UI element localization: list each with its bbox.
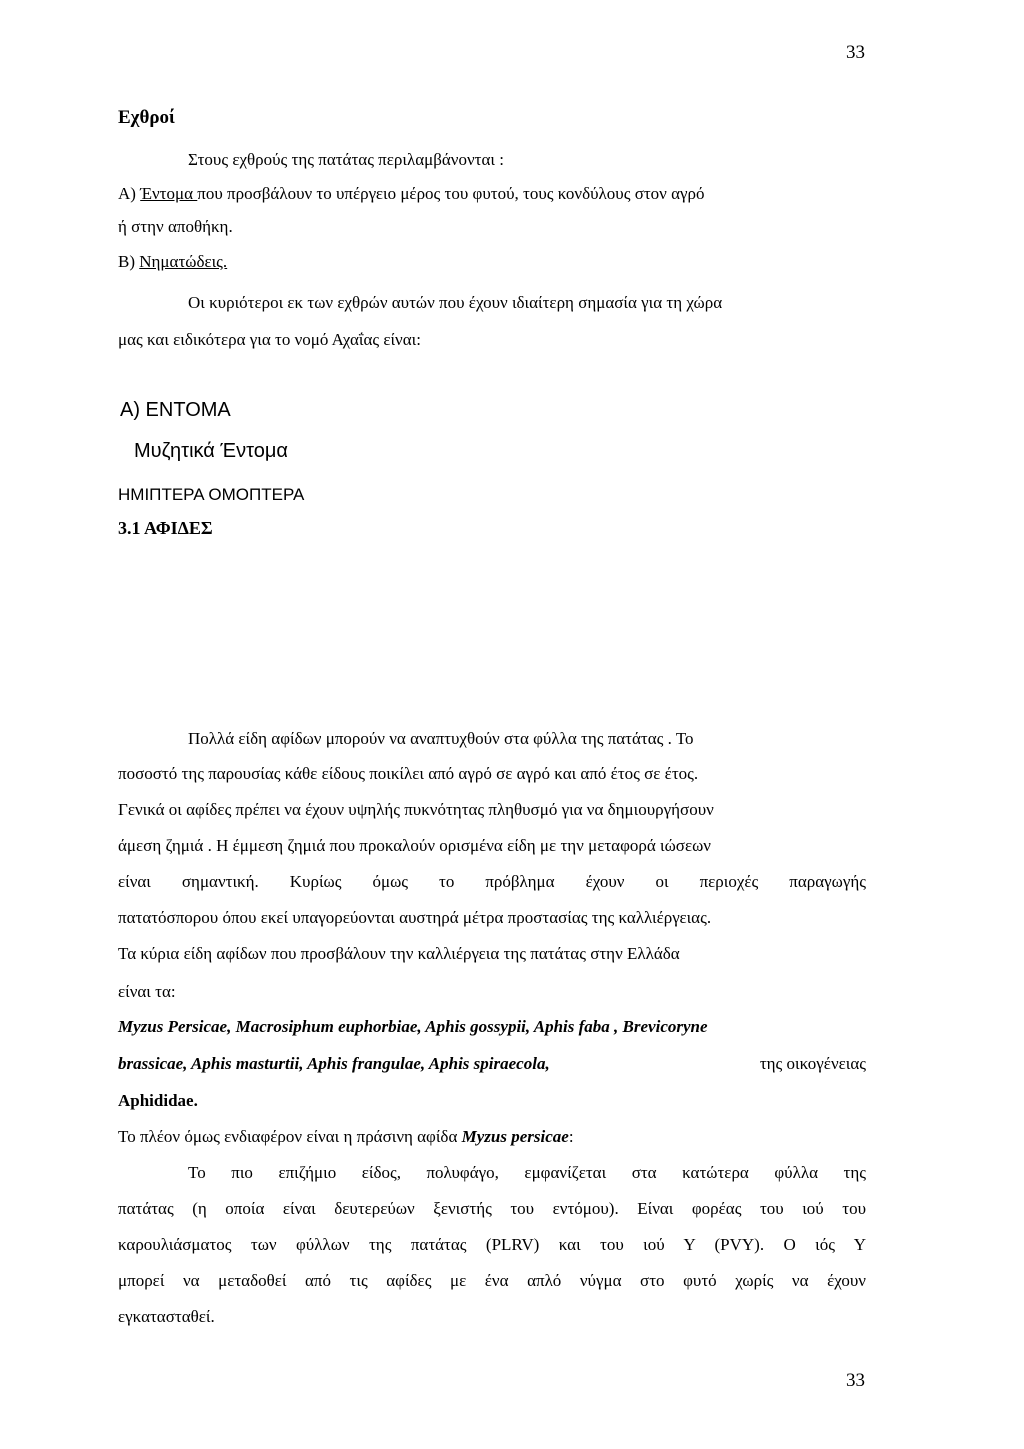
body-line: είναι τα:	[118, 982, 176, 1001]
intro-line: Στους εχθρούς της πατάτας περιλαμβάνονται :	[188, 150, 504, 169]
species-list-italic: brassicae, Aphis masturtii, Aphis frangulae, Aphis spiraecola,	[118, 1054, 550, 1073]
body-line: είναι σημαντική. Κυρίως όμως το πρόβλημα έχουν οι περιοχές παραγωγής	[118, 872, 866, 891]
body-line: πατατόσπορου όπου εκεί υπαγορεύονται αυστηρά μέτρα προστασίας της καλλιέργειας.	[118, 908, 712, 927]
body-line: Τα κύρια είδη αφίδων που προσβάλουν την καλλιέργεια της πατάτας στην Ελλάδα	[118, 944, 680, 963]
interest-species: Myzus persicae	[461, 1127, 569, 1146]
item-a-text: που προσβάλουν το υπέργειο μέρος του φυτού, τους κονδύλους στον αγρό	[197, 184, 705, 203]
body-line: Πολλά είδη αφίδων μπορούν να αναπτυχθούν στα φύλλα της πατάτας . Το	[188, 729, 694, 748]
interest-text: Το πλέον όμως ενδιαφέρον είναι η πράσινη αφίδα	[118, 1127, 462, 1146]
section-heading: Εχθροί	[118, 107, 175, 128]
interest-colon: :	[568, 1127, 574, 1146]
body-line: ποσοστό της παρουσίας κάθε είδους ποικίλει από αγρό σε αγρό και από έτος σε έτος.	[118, 764, 699, 783]
subsection-heading: 3.1 ΑΦΙΔΕΣ	[118, 518, 213, 538]
intro-main-line-2: μας και ειδικότερα για το νομό Αχαΐας είναι:	[118, 330, 421, 349]
item-b-underlined: Νηματώδεις.	[139, 252, 228, 271]
species-list-line-2	[118, 1054, 866, 1074]
page-number-bottom: 33	[846, 1370, 865, 1391]
section-subtitle: Μυζητικά Έντομα	[134, 440, 288, 462]
item-b-prefix: Β)	[118, 252, 140, 271]
species-list-line-1: Myzus Persicae, Macrosiphum euphorbiae, Aphis gossypii, Aphis faba , Brevicoryne	[118, 1017, 708, 1036]
page-number-top: 33	[846, 42, 865, 63]
item-a-prefix: Α)	[118, 184, 141, 203]
paragraph-line: καρουλιάσματος των φύλλων της πατάτας (PLRV) και του ιού Υ (PVY). Ο ιός Υ	[118, 1235, 866, 1254]
interest-line	[118, 1127, 574, 1147]
section-order: ΗΜΙΠΤΕΡΑ ΟΜΟΠΤΕΡΑ	[118, 485, 305, 504]
section-title: Α) ΕΝΤΟΜΑ	[120, 399, 231, 421]
body-line: Γενικά οι αφίδες πρέπει να έχουν υψηλής πυκνότητας πληθυσμό για να δημιουργήσουν	[118, 800, 714, 819]
paragraph-line: μπορεί να μεταδοθεί από τις αφίδες με ένα απλό νύγμα στο φυτό χωρίς να έχουν	[118, 1271, 866, 1290]
item-b	[118, 252, 227, 272]
family-name: Aphididae.	[118, 1091, 198, 1110]
intro-main-line-1: Οι κυριότεροι εκ των εχθρών αυτών που έχουν ιδιαίτερη σημασία για τη χώρα	[188, 293, 723, 312]
paragraph-line: Το πιο επιζήμιο είδος, πολυφάγο, εμφανίζεται στα κατώτερα φύλλα της	[188, 1163, 866, 1182]
item-a-underlined: Έντομα	[140, 184, 198, 203]
item-a	[118, 184, 705, 204]
paragraph-line: πατάτας (η οποία είναι δευτερεύων ξενιστής του εντόμου). Είναι φορέας του ιού του	[118, 1199, 866, 1218]
body-line: άμεση ζημιά . Η έμμεση ζημιά που προκαλούν ορισμένα είδη με την μεταφορά ιώσεων	[118, 836, 711, 855]
item-a-continuation: ή στην αποθήκη.	[118, 217, 233, 236]
paragraph-line: εγκατασταθεί.	[118, 1307, 215, 1326]
species-list-family-label: της οικογένειας	[759, 1054, 866, 1073]
